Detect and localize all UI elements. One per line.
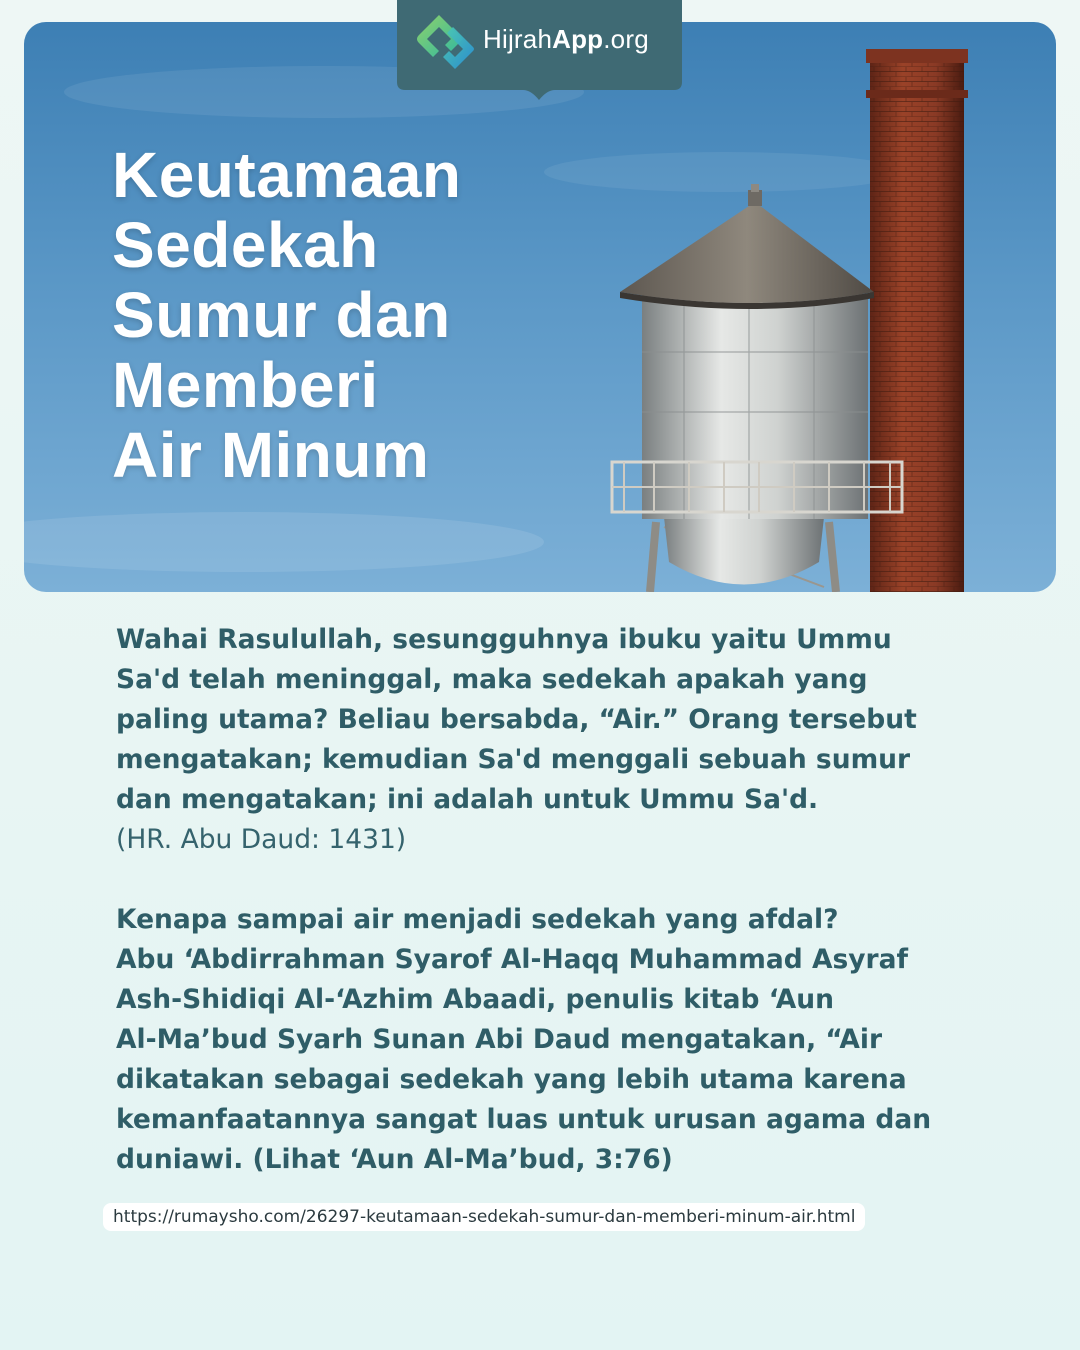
title-line: Sumur dan — [112, 279, 451, 351]
hadith-line: dan mengatakan; ini adalah untuk Ummu Sa'd. — [116, 784, 819, 815]
title-line: Memberi — [112, 349, 379, 421]
title-line: Air Minum — [112, 419, 430, 491]
explanation-line: Abu ‘Abdirrahman Syarof Al-Haqq Muhammad Asyraf — [116, 944, 909, 975]
article-body — [116, 620, 936, 1180]
explanation-line: kemanfaatannya sangat luas untuk urusan agama dan — [116, 1104, 932, 1135]
explanation-line: Al-Ma’bud Syarh Sunan Abi Daud mengatakan, “Air — [116, 1024, 883, 1055]
title-line: Sedekah — [112, 209, 379, 281]
explanation-line: duniawi. (Lihat ‘Aun Al-Ma’bud, 3:76) — [116, 1144, 673, 1175]
hijrahapp-logo-icon — [417, 9, 475, 69]
brand-name-part: .org — [603, 24, 649, 54]
hadith-line: mengatakan; kemudian Sa'd menggali sebuah sumur — [116, 744, 911, 775]
hadith-reference-text: (HR. Abu Daud: 1431) — [116, 824, 407, 855]
hadith-reference — [116, 820, 936, 860]
explanation-line: dikatakan sebagai sedekah yang lebih utama karena — [116, 1064, 907, 1095]
hadith-line: Sa'd telah meninggal, maka sedekah apakah yang — [116, 664, 868, 695]
explanation-line: Kenapa sampai air menjadi sedekah yang afdal? — [116, 904, 839, 935]
title-line: Keutamaan — [112, 139, 462, 211]
page-title — [112, 140, 532, 490]
brand-name-part: Hijrah — [483, 24, 553, 54]
hadith-line: Wahai Rasulullah, sesungguhnya ibuku yaitu Ummu — [116, 624, 892, 655]
hero-banner — [24, 22, 1056, 592]
explanation — [116, 900, 936, 1180]
brand-tab — [397, 0, 682, 100]
source-url: https://rumaysho.com/26297-keutamaan-sedekah-sumur-dan-memberi-minum-air.html — [103, 1203, 865, 1231]
brand-name-part: App — [552, 24, 604, 54]
brand-name — [483, 24, 649, 55]
hadith-line: paling utama? Beliau bersabda, “Air.” Orang tersebut — [116, 704, 917, 735]
hadith-quote — [116, 620, 936, 820]
explanation-line: Ash-Shidiqi Al-‘Azhim Abaadi, penulis kitab ‘Aun — [116, 984, 834, 1015]
